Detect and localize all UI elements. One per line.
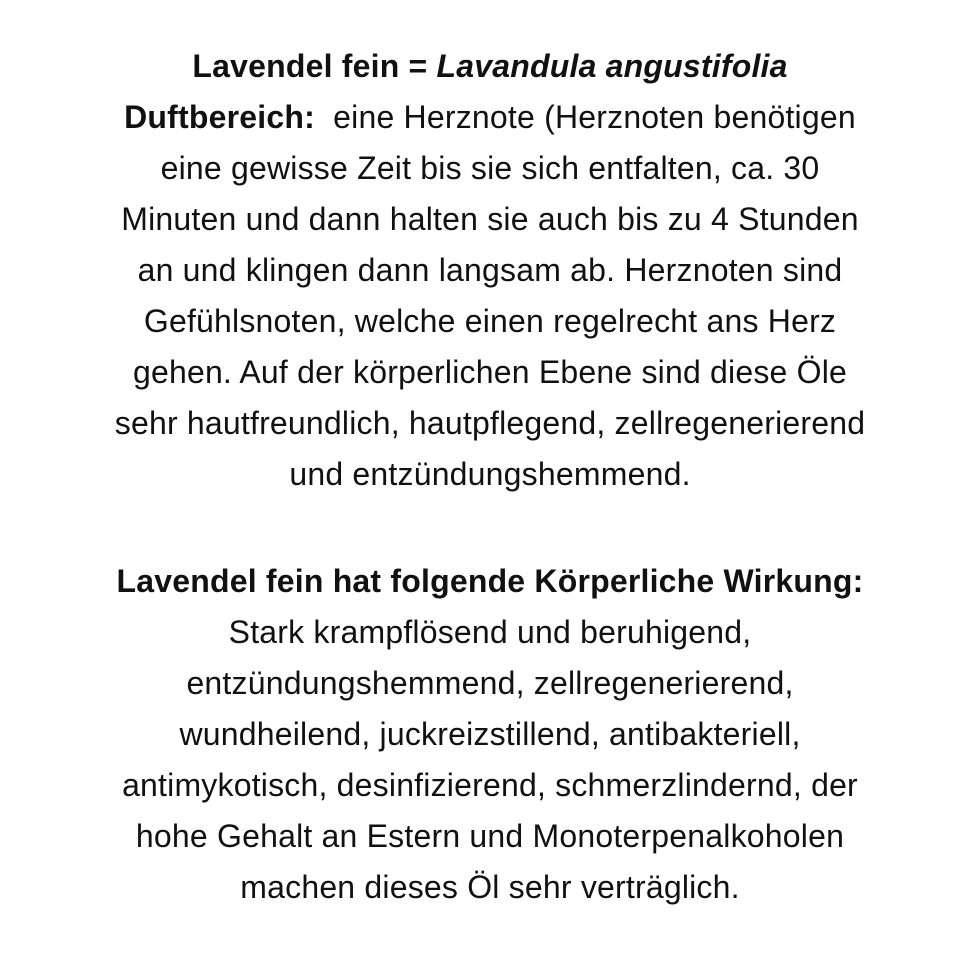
- title-prefix: Lavendel fein =: [192, 48, 437, 84]
- body-text-line: eine Herznote (Herznoten benötigen: [333, 99, 856, 135]
- duftbereich-line: [10, 92, 970, 143]
- body-text-line: an und klingen dann langsam ab. Herznoten sind: [137, 252, 843, 288]
- body-text-line: und entzündungshemmend.: [289, 456, 691, 492]
- section-duftbereich: [10, 41, 970, 500]
- body-text-line: wundheilend, juckreizstillend, antibakteriell,: [179, 716, 801, 752]
- wirkung-heading: Lavendel fein hat folgende Körperliche Wirkung:: [116, 563, 864, 599]
- duftbereich-label: Duftbereich:: [124, 99, 315, 135]
- section-wirkung: [10, 556, 970, 913]
- body-text-line: hohe Gehalt an Estern und Monoterpenalkoholen: [135, 818, 845, 854]
- body-text-line: gehen. Auf der körperlichen Ebene sind diese Öle: [132, 354, 848, 390]
- body-text-line: Stark krampflösend und beruhigend,: [228, 614, 752, 650]
- body-text-line: eine gewisse Zeit bis sie sich entfalten, ca. 30: [160, 150, 820, 186]
- body-text-line: sehr hautfreundlich, hautpflegend, zellregenerierend: [114, 405, 866, 441]
- body-text-line: Gefühlsnoten, welche einen regelrecht ans Herz: [143, 303, 837, 339]
- body-text-line: machen dieses Öl sehr verträglich.: [240, 869, 740, 905]
- body-text-line: antimykotisch, desinfizierend, schmerzlindernd, der: [122, 767, 858, 803]
- title-latin-name: Lavandula angustifolia: [436, 48, 788, 84]
- title-line: [10, 41, 970, 92]
- body-text-line: entzündungshemmend, zellregenerierend,: [186, 665, 794, 701]
- body-text-line: Minuten und dann halten sie auch bis zu 4 Stunden: [121, 201, 859, 237]
